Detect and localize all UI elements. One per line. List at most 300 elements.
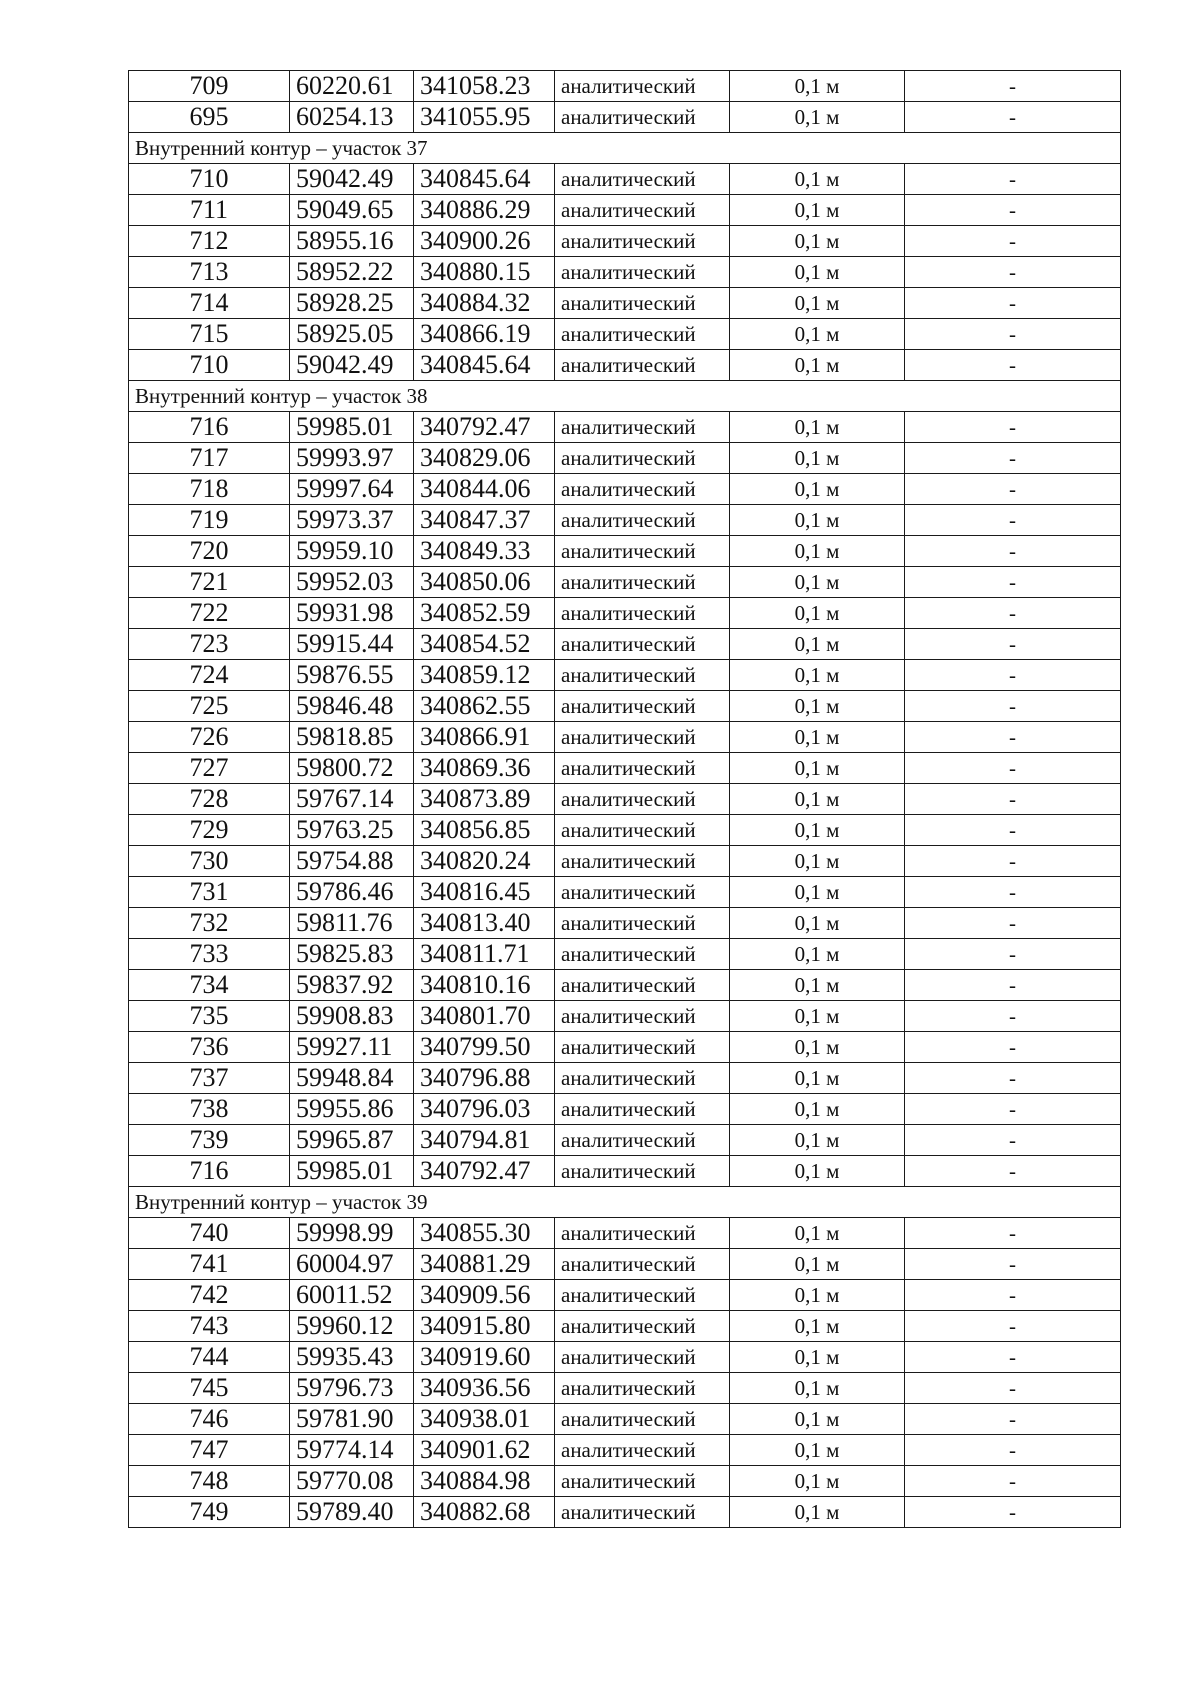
method-cell: аналитический — [555, 691, 730, 722]
point-number-cell: 737 — [129, 1063, 290, 1094]
y-coordinate-cell: 340845.64 — [414, 164, 555, 195]
section-header-row — [129, 133, 1121, 164]
table-row — [129, 1249, 1121, 1280]
point-number-cell: 736 — [129, 1032, 290, 1063]
accuracy-cell: 0,1 м — [730, 1280, 905, 1311]
y-coordinate-cell: 340816.45 — [414, 877, 555, 908]
accuracy-cell: 0,1 м — [730, 908, 905, 939]
y-coordinate-cell: 340882.68 — [414, 1497, 555, 1528]
accuracy-cell: 0,1 м — [730, 195, 905, 226]
section-title: Внутренний контур – участок 39 — [129, 1187, 1121, 1218]
note-cell: - — [905, 784, 1121, 815]
note-cell: - — [905, 970, 1121, 1001]
x-coordinate-cell: 59927.11 — [290, 1032, 414, 1063]
accuracy-cell: 0,1 м — [730, 71, 905, 102]
accuracy-cell: 0,1 м — [730, 846, 905, 877]
y-coordinate-cell: 340909.56 — [414, 1280, 555, 1311]
y-coordinate-cell: 340859.12 — [414, 660, 555, 691]
accuracy-cell: 0,1 м — [730, 319, 905, 350]
note-cell: - — [905, 722, 1121, 753]
table-row — [129, 164, 1121, 195]
note-cell: - — [905, 1249, 1121, 1280]
table-row — [129, 288, 1121, 319]
x-coordinate-cell: 59959.10 — [290, 536, 414, 567]
accuracy-cell: 0,1 м — [730, 1001, 905, 1032]
y-coordinate-cell: 340820.24 — [414, 846, 555, 877]
y-coordinate-cell: 340938.01 — [414, 1404, 555, 1435]
y-coordinate-cell: 340799.50 — [414, 1032, 555, 1063]
coordinates-table-body — [129, 71, 1121, 1528]
point-number-cell: 733 — [129, 939, 290, 970]
x-coordinate-cell: 59837.92 — [290, 970, 414, 1001]
point-number-cell: 722 — [129, 598, 290, 629]
table-row — [129, 536, 1121, 567]
table-row — [129, 877, 1121, 908]
y-coordinate-cell: 340796.03 — [414, 1094, 555, 1125]
note-cell: - — [905, 1497, 1121, 1528]
table-row — [129, 939, 1121, 970]
x-coordinate-cell: 59800.72 — [290, 753, 414, 784]
note-cell: - — [905, 1311, 1121, 1342]
note-cell: - — [905, 505, 1121, 536]
x-coordinate-cell: 59948.84 — [290, 1063, 414, 1094]
table-row — [129, 1373, 1121, 1404]
table-row — [129, 1156, 1121, 1187]
accuracy-cell: 0,1 м — [730, 567, 905, 598]
y-coordinate-cell: 340850.06 — [414, 567, 555, 598]
y-coordinate-cell: 340796.88 — [414, 1063, 555, 1094]
point-number-cell: 732 — [129, 908, 290, 939]
note-cell: - — [905, 629, 1121, 660]
note-cell: - — [905, 691, 1121, 722]
table-row — [129, 1094, 1121, 1125]
x-coordinate-cell: 60220.61 — [290, 71, 414, 102]
method-cell: аналитический — [555, 288, 730, 319]
note-cell: - — [905, 1342, 1121, 1373]
accuracy-cell: 0,1 м — [730, 970, 905, 1001]
point-number-cell: 712 — [129, 226, 290, 257]
y-coordinate-cell: 340866.91 — [414, 722, 555, 753]
table-row — [129, 195, 1121, 226]
method-cell: аналитический — [555, 1125, 730, 1156]
method-cell: аналитический — [555, 443, 730, 474]
note-cell: - — [905, 567, 1121, 598]
point-number-cell: 711 — [129, 195, 290, 226]
y-coordinate-cell: 340862.55 — [414, 691, 555, 722]
y-coordinate-cell: 340880.15 — [414, 257, 555, 288]
x-coordinate-cell: 60004.97 — [290, 1249, 414, 1280]
accuracy-cell: 0,1 м — [730, 939, 905, 970]
method-cell: аналитический — [555, 536, 730, 567]
table-row — [129, 505, 1121, 536]
accuracy-cell: 0,1 м — [730, 784, 905, 815]
point-number-cell: 717 — [129, 443, 290, 474]
x-coordinate-cell: 59998.99 — [290, 1218, 414, 1249]
method-cell: аналитический — [555, 1373, 730, 1404]
method-cell: аналитический — [555, 319, 730, 350]
method-cell: аналитический — [555, 1497, 730, 1528]
method-cell: аналитический — [555, 846, 730, 877]
accuracy-cell: 0,1 м — [730, 629, 905, 660]
x-coordinate-cell: 59767.14 — [290, 784, 414, 815]
point-number-cell: 719 — [129, 505, 290, 536]
table-row — [129, 753, 1121, 784]
point-number-cell: 716 — [129, 412, 290, 443]
x-coordinate-cell: 59763.25 — [290, 815, 414, 846]
note-cell: - — [905, 195, 1121, 226]
x-coordinate-cell: 59774.14 — [290, 1435, 414, 1466]
method-cell: аналитический — [555, 1032, 730, 1063]
point-number-cell: 710 — [129, 164, 290, 195]
method-cell: аналитический — [555, 1466, 730, 1497]
accuracy-cell: 0,1 м — [730, 1404, 905, 1435]
table-row — [129, 226, 1121, 257]
y-coordinate-cell: 340855.30 — [414, 1218, 555, 1249]
method-cell: аналитический — [555, 1218, 730, 1249]
y-coordinate-cell: 340801.70 — [414, 1001, 555, 1032]
method-cell: аналитический — [555, 629, 730, 660]
point-number-cell: 720 — [129, 536, 290, 567]
accuracy-cell: 0,1 м — [730, 412, 905, 443]
method-cell: аналитический — [555, 660, 730, 691]
accuracy-cell: 0,1 м — [730, 1063, 905, 1094]
point-number-cell: 695 — [129, 102, 290, 133]
accuracy-cell: 0,1 м — [730, 1311, 905, 1342]
accuracy-cell: 0,1 м — [730, 1249, 905, 1280]
point-number-cell: 710 — [129, 350, 290, 381]
y-coordinate-cell: 340854.52 — [414, 629, 555, 660]
accuracy-cell: 0,1 м — [730, 1435, 905, 1466]
section-header-row — [129, 1187, 1121, 1218]
point-number-cell: 715 — [129, 319, 290, 350]
table-row — [129, 1497, 1121, 1528]
x-coordinate-cell: 59818.85 — [290, 722, 414, 753]
y-coordinate-cell: 340915.80 — [414, 1311, 555, 1342]
x-coordinate-cell: 60011.52 — [290, 1280, 414, 1311]
note-cell: - — [905, 1156, 1121, 1187]
method-cell: аналитический — [555, 474, 730, 505]
y-coordinate-cell: 340829.06 — [414, 443, 555, 474]
y-coordinate-cell: 340852.59 — [414, 598, 555, 629]
method-cell: аналитический — [555, 1063, 730, 1094]
table-row — [129, 350, 1121, 381]
y-coordinate-cell: 340919.60 — [414, 1342, 555, 1373]
point-number-cell: 744 — [129, 1342, 290, 1373]
note-cell: - — [905, 443, 1121, 474]
note-cell: - — [905, 1404, 1121, 1435]
x-coordinate-cell: 59770.08 — [290, 1466, 414, 1497]
table-row — [129, 71, 1121, 102]
accuracy-cell: 0,1 м — [730, 257, 905, 288]
method-cell: аналитический — [555, 815, 730, 846]
note-cell: - — [905, 846, 1121, 877]
note-cell: - — [905, 1032, 1121, 1063]
point-number-cell: 735 — [129, 1001, 290, 1032]
table-row — [129, 1404, 1121, 1435]
point-number-cell: 716 — [129, 1156, 290, 1187]
point-number-cell: 741 — [129, 1249, 290, 1280]
x-coordinate-cell: 58928.25 — [290, 288, 414, 319]
note-cell: - — [905, 1280, 1121, 1311]
method-cell: аналитический — [555, 939, 730, 970]
note-cell: - — [905, 939, 1121, 970]
method-cell: аналитический — [555, 877, 730, 908]
x-coordinate-cell: 59935.43 — [290, 1342, 414, 1373]
x-coordinate-cell: 59042.49 — [290, 164, 414, 195]
section-title: Внутренний контур – участок 38 — [129, 381, 1121, 412]
point-number-cell: 734 — [129, 970, 290, 1001]
note-cell: - — [905, 1218, 1121, 1249]
y-coordinate-cell: 340866.19 — [414, 319, 555, 350]
table-row — [129, 319, 1121, 350]
note-cell: - — [905, 1435, 1121, 1466]
x-coordinate-cell: 59811.76 — [290, 908, 414, 939]
y-coordinate-cell: 340881.29 — [414, 1249, 555, 1280]
method-cell: аналитический — [555, 226, 730, 257]
x-coordinate-cell: 59825.83 — [290, 939, 414, 970]
method-cell: аналитический — [555, 1280, 730, 1311]
note-cell: - — [905, 536, 1121, 567]
table-row — [129, 1125, 1121, 1156]
method-cell: аналитический — [555, 71, 730, 102]
method-cell: аналитический — [555, 1311, 730, 1342]
point-number-cell: 714 — [129, 288, 290, 319]
table-row — [129, 1342, 1121, 1373]
section-title: Внутренний контур – участок 37 — [129, 133, 1121, 164]
method-cell: аналитический — [555, 722, 730, 753]
accuracy-cell: 0,1 м — [730, 1094, 905, 1125]
point-number-cell: 749 — [129, 1497, 290, 1528]
accuracy-cell: 0,1 м — [730, 1125, 905, 1156]
note-cell: - — [905, 1373, 1121, 1404]
point-number-cell: 745 — [129, 1373, 290, 1404]
point-number-cell: 728 — [129, 784, 290, 815]
table-row — [129, 815, 1121, 846]
y-coordinate-cell: 340884.32 — [414, 288, 555, 319]
note-cell: - — [905, 319, 1121, 350]
x-coordinate-cell: 59931.98 — [290, 598, 414, 629]
accuracy-cell: 0,1 м — [730, 722, 905, 753]
y-coordinate-cell: 340810.16 — [414, 970, 555, 1001]
y-coordinate-cell: 340811.71 — [414, 939, 555, 970]
note-cell: - — [905, 1001, 1121, 1032]
point-number-cell: 726 — [129, 722, 290, 753]
accuracy-cell: 0,1 м — [730, 753, 905, 784]
point-number-cell: 738 — [129, 1094, 290, 1125]
point-number-cell: 746 — [129, 1404, 290, 1435]
x-coordinate-cell: 58925.05 — [290, 319, 414, 350]
x-coordinate-cell: 59973.37 — [290, 505, 414, 536]
y-coordinate-cell: 340901.62 — [414, 1435, 555, 1466]
method-cell: аналитический — [555, 412, 730, 443]
accuracy-cell: 0,1 м — [730, 443, 905, 474]
x-coordinate-cell: 59789.40 — [290, 1497, 414, 1528]
note-cell: - — [905, 598, 1121, 629]
note-cell: - — [905, 877, 1121, 908]
note-cell: - — [905, 1466, 1121, 1497]
section-header-row — [129, 381, 1121, 412]
point-number-cell: 718 — [129, 474, 290, 505]
note-cell: - — [905, 1125, 1121, 1156]
table-row — [129, 970, 1121, 1001]
accuracy-cell: 0,1 м — [730, 505, 905, 536]
y-coordinate-cell: 340936.56 — [414, 1373, 555, 1404]
method-cell: аналитический — [555, 350, 730, 381]
x-coordinate-cell: 59754.88 — [290, 846, 414, 877]
method-cell: аналитический — [555, 1435, 730, 1466]
table-row — [129, 257, 1121, 288]
x-coordinate-cell: 59955.86 — [290, 1094, 414, 1125]
table-row — [129, 102, 1121, 133]
note-cell: - — [905, 660, 1121, 691]
point-number-cell: 742 — [129, 1280, 290, 1311]
method-cell: аналитический — [555, 1249, 730, 1280]
table-row — [129, 691, 1121, 722]
point-number-cell: 748 — [129, 1466, 290, 1497]
table-row — [129, 660, 1121, 691]
y-coordinate-cell: 340844.06 — [414, 474, 555, 505]
table-row — [129, 784, 1121, 815]
method-cell: аналитический — [555, 1404, 730, 1435]
note-cell: - — [905, 815, 1121, 846]
note-cell: - — [905, 164, 1121, 195]
x-coordinate-cell: 59952.03 — [290, 567, 414, 598]
accuracy-cell: 0,1 м — [730, 1156, 905, 1187]
table-row — [129, 722, 1121, 753]
x-coordinate-cell: 59965.87 — [290, 1125, 414, 1156]
y-coordinate-cell: 340847.37 — [414, 505, 555, 536]
accuracy-cell: 0,1 м — [730, 536, 905, 567]
table-row — [129, 443, 1121, 474]
method-cell: аналитический — [555, 970, 730, 1001]
x-coordinate-cell: 59846.48 — [290, 691, 414, 722]
table-row — [129, 1466, 1121, 1497]
x-coordinate-cell: 59985.01 — [290, 412, 414, 443]
method-cell: аналитический — [555, 567, 730, 598]
y-coordinate-cell: 340845.64 — [414, 350, 555, 381]
point-number-cell: 731 — [129, 877, 290, 908]
method-cell: аналитический — [555, 1001, 730, 1032]
table-row — [129, 846, 1121, 877]
x-coordinate-cell: 59997.64 — [290, 474, 414, 505]
x-coordinate-cell: 60254.13 — [290, 102, 414, 133]
method-cell: аналитический — [555, 164, 730, 195]
accuracy-cell: 0,1 м — [730, 877, 905, 908]
accuracy-cell: 0,1 м — [730, 288, 905, 319]
method-cell: аналитический — [555, 257, 730, 288]
table-row — [129, 1032, 1121, 1063]
method-cell: аналитический — [555, 1156, 730, 1187]
x-coordinate-cell: 59786.46 — [290, 877, 414, 908]
y-coordinate-cell: 340900.26 — [414, 226, 555, 257]
note-cell: - — [905, 1094, 1121, 1125]
y-coordinate-cell: 340794.81 — [414, 1125, 555, 1156]
accuracy-cell: 0,1 м — [730, 1373, 905, 1404]
accuracy-cell: 0,1 м — [730, 226, 905, 257]
point-number-cell: 723 — [129, 629, 290, 660]
table-row — [129, 908, 1121, 939]
x-coordinate-cell: 59042.49 — [290, 350, 414, 381]
table-row — [129, 1218, 1121, 1249]
x-coordinate-cell: 58952.22 — [290, 257, 414, 288]
note-cell: - — [905, 257, 1121, 288]
table-row — [129, 1435, 1121, 1466]
table-row — [129, 1311, 1121, 1342]
x-coordinate-cell: 59960.12 — [290, 1311, 414, 1342]
point-number-cell: 725 — [129, 691, 290, 722]
y-coordinate-cell: 340886.29 — [414, 195, 555, 226]
note-cell: - — [905, 350, 1121, 381]
accuracy-cell: 0,1 м — [730, 1218, 905, 1249]
point-number-cell: 739 — [129, 1125, 290, 1156]
x-coordinate-cell: 58955.16 — [290, 226, 414, 257]
accuracy-cell: 0,1 м — [730, 474, 905, 505]
y-coordinate-cell: 340792.47 — [414, 412, 555, 443]
table-row — [129, 412, 1121, 443]
x-coordinate-cell: 59796.73 — [290, 1373, 414, 1404]
table-row — [129, 1001, 1121, 1032]
y-coordinate-cell: 340813.40 — [414, 908, 555, 939]
method-cell: аналитический — [555, 505, 730, 536]
x-coordinate-cell: 59985.01 — [290, 1156, 414, 1187]
note-cell: - — [905, 412, 1121, 443]
x-coordinate-cell: 59915.44 — [290, 629, 414, 660]
note-cell: - — [905, 226, 1121, 257]
note-cell: - — [905, 753, 1121, 784]
note-cell: - — [905, 288, 1121, 319]
note-cell: - — [905, 908, 1121, 939]
y-coordinate-cell: 340873.89 — [414, 784, 555, 815]
method-cell: аналитический — [555, 1342, 730, 1373]
table-row — [129, 474, 1121, 505]
table-row — [129, 567, 1121, 598]
note-cell: - — [905, 71, 1121, 102]
y-coordinate-cell: 340884.98 — [414, 1466, 555, 1497]
method-cell: аналитический — [555, 908, 730, 939]
point-number-cell: 730 — [129, 846, 290, 877]
coordinates-table — [128, 70, 1121, 1528]
method-cell: аналитический — [555, 753, 730, 784]
point-number-cell: 724 — [129, 660, 290, 691]
accuracy-cell: 0,1 м — [730, 815, 905, 846]
point-number-cell: 727 — [129, 753, 290, 784]
table-row — [129, 629, 1121, 660]
x-coordinate-cell: 59781.90 — [290, 1404, 414, 1435]
accuracy-cell: 0,1 м — [730, 102, 905, 133]
note-cell: - — [905, 474, 1121, 505]
y-coordinate-cell: 340792.47 — [414, 1156, 555, 1187]
x-coordinate-cell: 59049.65 — [290, 195, 414, 226]
method-cell: аналитический — [555, 598, 730, 629]
x-coordinate-cell: 59908.83 — [290, 1001, 414, 1032]
point-number-cell: 740 — [129, 1218, 290, 1249]
point-number-cell: 709 — [129, 71, 290, 102]
x-coordinate-cell: 59993.97 — [290, 443, 414, 474]
accuracy-cell: 0,1 м — [730, 1466, 905, 1497]
accuracy-cell: 0,1 м — [730, 1342, 905, 1373]
accuracy-cell: 0,1 м — [730, 350, 905, 381]
method-cell: аналитический — [555, 195, 730, 226]
accuracy-cell: 0,1 м — [730, 598, 905, 629]
method-cell: аналитический — [555, 784, 730, 815]
accuracy-cell: 0,1 м — [730, 691, 905, 722]
table-row — [129, 1280, 1121, 1311]
note-cell: - — [905, 1063, 1121, 1094]
y-coordinate-cell: 340856.85 — [414, 815, 555, 846]
accuracy-cell: 0,1 м — [730, 164, 905, 195]
table-row — [129, 598, 1121, 629]
point-number-cell: 747 — [129, 1435, 290, 1466]
